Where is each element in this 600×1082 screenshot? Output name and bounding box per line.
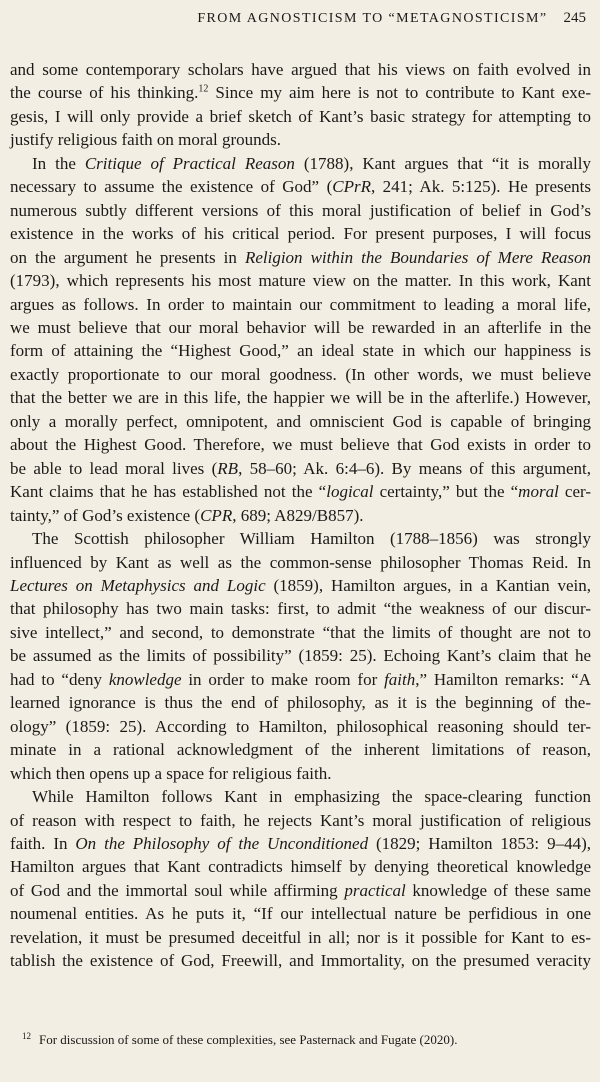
text-line: Lectures on Metaphysics and Logic (1859), Hamilton argues, in a Kantian vein,: [10, 575, 591, 595]
text-line: necessary to assume the existence of God” (CPrR, 241; Ak. 5:125). He presents: [10, 177, 591, 197]
text-line: about the Highest Good. Therefore, we must believe that God exists in order to: [10, 435, 591, 455]
text-line: we must believe that our moral behavior will be rewarded in an afterlife in the: [10, 317, 591, 337]
text-line: of God and the immortal soul while affirming practical knowledge of these same: [10, 880, 591, 900]
text-line: Hamilton argues that Kant contradicts himself by denying theoretical knowledge: [10, 857, 591, 877]
text-line: Kant claims that he has established not the “logical certainty,” but the “moral cer-: [10, 482, 591, 502]
text-line: justify religious faith on moral grounds.: [10, 130, 282, 150]
footnote: [22, 1032, 457, 1048]
text-line: (1793), which represents his most mature view on the matter. In this work, Kant: [10, 271, 591, 291]
text-line: faith. In On the Philosophy of the Unconditioned (1829; Hamilton 1853: 9–44),: [10, 833, 591, 853]
running-title: FROM AGNOSTICISM TO “METAGNOSTICISM”: [197, 11, 548, 26]
footnote-marker: 12: [198, 83, 209, 95]
text-line: revelation, it must be presumed deceitful in all; nor is it possible for Kant to es-: [10, 927, 591, 947]
body-text: [10, 58, 591, 973]
text-line: form of attaining the “Highest Good,” an ideal state in which our happiness is: [10, 341, 591, 361]
text-line: be assumed as the limits of possibility” (1859: 25). Echoing Kant’s claim that he: [10, 646, 591, 666]
text-line: While Hamilton follows Kant in emphasizing the space-clearing function: [32, 787, 591, 807]
text-line: In the Critique of Practical Reason (1788), Kant argues that “it is morally: [32, 153, 591, 173]
text-line: that philosophy has two main tasks: first, to admit “the weakness of our discur-: [10, 599, 591, 619]
text-line: on the argument he presents in Religion within the Boundaries of Mere Reason: [10, 247, 592, 267]
text-line: only a morally perfect, omnipotent, and omniscient God is capable of bringing: [10, 411, 591, 431]
text-line: argues as follows. In order to maintain our commitment to leading a moral life,: [10, 294, 591, 314]
text-line: and some contemporary scholars have argued that his views on faith evolved in: [10, 60, 591, 79]
text-line: gesis, I will only provide a brief sketch of Kant’s basic strategy for attempting to: [10, 106, 591, 126]
page-number: 245: [563, 10, 586, 26]
running-header: [0, 10, 586, 27]
footnote-text: For discussion of some of these complexities, see Pasternack and Fugate (2020).: [39, 1032, 458, 1047]
text-line: ology” (1859: 25). According to Hamilton, philosophical reasoning should ter-: [10, 716, 591, 736]
text-line: existence in the works of his critical period. For present purposes, I will focus: [10, 224, 591, 244]
text-line: learned ignorance is thus the end of philosophy, as it is the beginning of the-: [10, 693, 591, 713]
text-line: that the better we are in this life, the happier we will be in the afterlife.) However,: [10, 388, 591, 408]
text-line: noumenal entities. As he puts it, “If our intellectual nature be perfidious in one: [10, 904, 591, 924]
footnote-number: 12: [22, 1030, 31, 1041]
text-line: the course of his thinking.$^{12}$ Since my aim here is not to contribute to Kant exe-: [10, 83, 592, 103]
text-line: had to “deny knowledge in order to make room for faith,” Hamilton remarks: “A: [10, 669, 592, 689]
text-line: The Scottish philosopher William Hamilton (1788–1856) was strongly: [32, 529, 591, 549]
text-line: be able to lead moral lives (RB, 58–60; Ak. 6:4–6). By means of this argument,: [10, 458, 591, 478]
text-line: influenced by Kant as well as the common-sense philosopher Thomas Reid. In: [10, 552, 591, 572]
text-line: numerous subtly different versions of this moral justification of belief in God’s: [10, 200, 591, 220]
text-line: sive intellect,” and second, to demonstrate “that the limits of thought are not to: [10, 622, 591, 642]
text-line: of reason with respect to faith, he rejects Kant’s moral justification of religious: [10, 810, 591, 830]
text-line: minate in a rational acknowledgment of the inherent limitations of reason,: [10, 740, 591, 760]
text-line: tablish the existence of God, Freewill, and Immortality, on the presumed veracity: [10, 951, 591, 971]
text-line: exactly proportionate to our moral goodness. (In other words, we must believe: [10, 364, 591, 384]
text-line: tainty,” of God’s existence (CPR, 689; A829/B857).: [10, 505, 364, 525]
text-line: which then opens up a space for religious faith.: [10, 763, 332, 783]
